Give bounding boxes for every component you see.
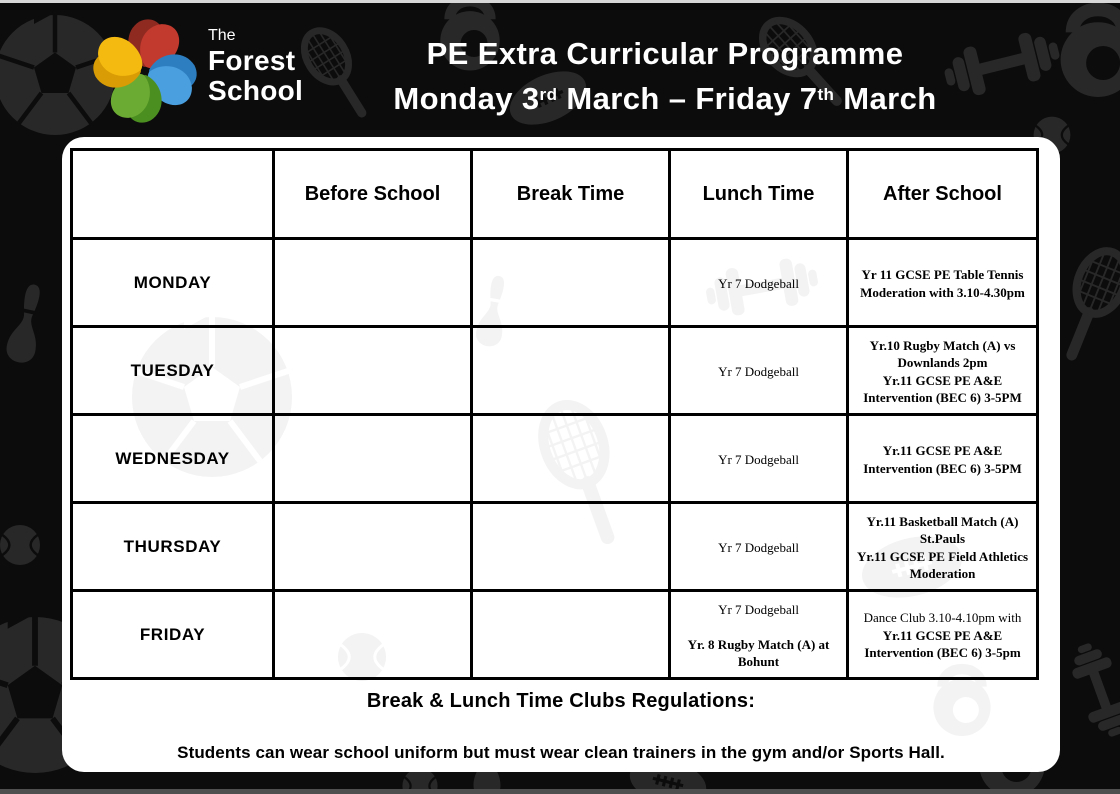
wednesday-lunch-time-cell: Yr 7 Dodgeball [670, 415, 848, 503]
monday-after-school-cell: Yr 11 GCSE PE Table Tennis Moderation with 3.10-4.30pm [848, 239, 1038, 327]
day-label-thursday: THURSDAY [72, 503, 274, 591]
header-lunch-time: Lunch Time [670, 150, 848, 239]
regulations-heading: Break & Lunch Time Clubs Regulations: [366, 690, 756, 712]
top-edge-strip [0, 0, 1120, 3]
school-name-forest: Forest [208, 45, 296, 76]
title-line2: Monday 3rd March – Friday 7th March [393, 81, 937, 116]
day-label-tuesday: TUESDAY [72, 327, 274, 415]
header-before-school: Before School [274, 150, 472, 239]
thursday-before-school-cell [274, 503, 472, 591]
tuesday-lunch-time-cell: Yr 7 Dodgeball [670, 327, 848, 415]
school-name-school: School [208, 75, 304, 106]
thursday-lunch-time-cell: Yr 7 Dodgeball [670, 503, 848, 591]
thursday-break-time-cell [472, 503, 670, 591]
day-label-friday: FRIDAY [72, 591, 274, 679]
friday-after-school-cell: Dance Club 3.10-4.10pm with Yr.11 GCSE PE A&E Intervention (BEC 6) 3-5pm [848, 591, 1038, 679]
regulations-section [62, 690, 1060, 763]
friday-lunch-time-cell: Yr 7 Dodgeball Yr. 8 Rugby Match (A) at Bohunt [670, 591, 848, 679]
header-after-school: After School [848, 150, 1038, 239]
dumbbell-icon [1064, 638, 1120, 742]
table-row-tuesday [72, 327, 1038, 415]
header-day-blank [72, 150, 274, 239]
day-label-wednesday: WEDNESDAY [72, 415, 274, 503]
friday-break-time-cell [472, 591, 670, 679]
table-row-wednesday [72, 415, 1038, 503]
page-title [340, 36, 990, 117]
pinwheel-logo-icon [86, 12, 204, 130]
friday-before-school-cell [274, 591, 472, 679]
ordinal-th: th [817, 85, 835, 104]
header-break-time: Break Time [472, 150, 670, 239]
tennis-racket-icon [1050, 244, 1120, 364]
wednesday-after-school-cell: Yr.11 GCSE PE A&E Intervention (BEC 6) 3-5PM [848, 415, 1038, 503]
monday-before-school-cell [274, 239, 472, 327]
timetable [70, 148, 1039, 680]
wednesday-break-time-cell [472, 415, 670, 503]
school-name-the: The [208, 27, 236, 44]
ordinal-rd: rd [539, 85, 558, 104]
tuesday-after-school-cell: Yr.10 Rugby Match (A) vs Downlands 2pm Yr.11 GCSE PE A&E Intervention (BEC 6) 3-5PM [848, 327, 1038, 415]
timetable-card [62, 137, 1060, 772]
school-name [208, 28, 303, 105]
tuesday-before-school-cell [274, 327, 472, 415]
bowling-pin-icon [4, 282, 49, 366]
day-label-monday: MONDAY [72, 239, 274, 327]
monday-lunch-time-cell: Yr 7 Dodgeball [670, 239, 848, 327]
bottom-edge-strip [0, 789, 1120, 794]
baseball-icon [0, 525, 40, 565]
wednesday-before-school-cell [274, 415, 472, 503]
table-row-monday [72, 239, 1038, 327]
table-row-friday [72, 591, 1038, 679]
regulations-body: Students can wear school uniform but must wear clean trainers in the gym and/or Sports Hall. [177, 743, 945, 762]
kettlebell-icon [1061, 9, 1120, 97]
title-line1: PE Extra Curricular Programme [426, 36, 904, 71]
header-row [72, 150, 1038, 239]
thursday-after-school-cell: Yr.11 Basketball Match (A) St.Pauls Yr.11 GCSE PE Field Athletics Moderation [848, 503, 1038, 591]
tuesday-break-time-cell [472, 327, 670, 415]
monday-break-time-cell [472, 239, 670, 327]
table-row-thursday [72, 503, 1038, 591]
